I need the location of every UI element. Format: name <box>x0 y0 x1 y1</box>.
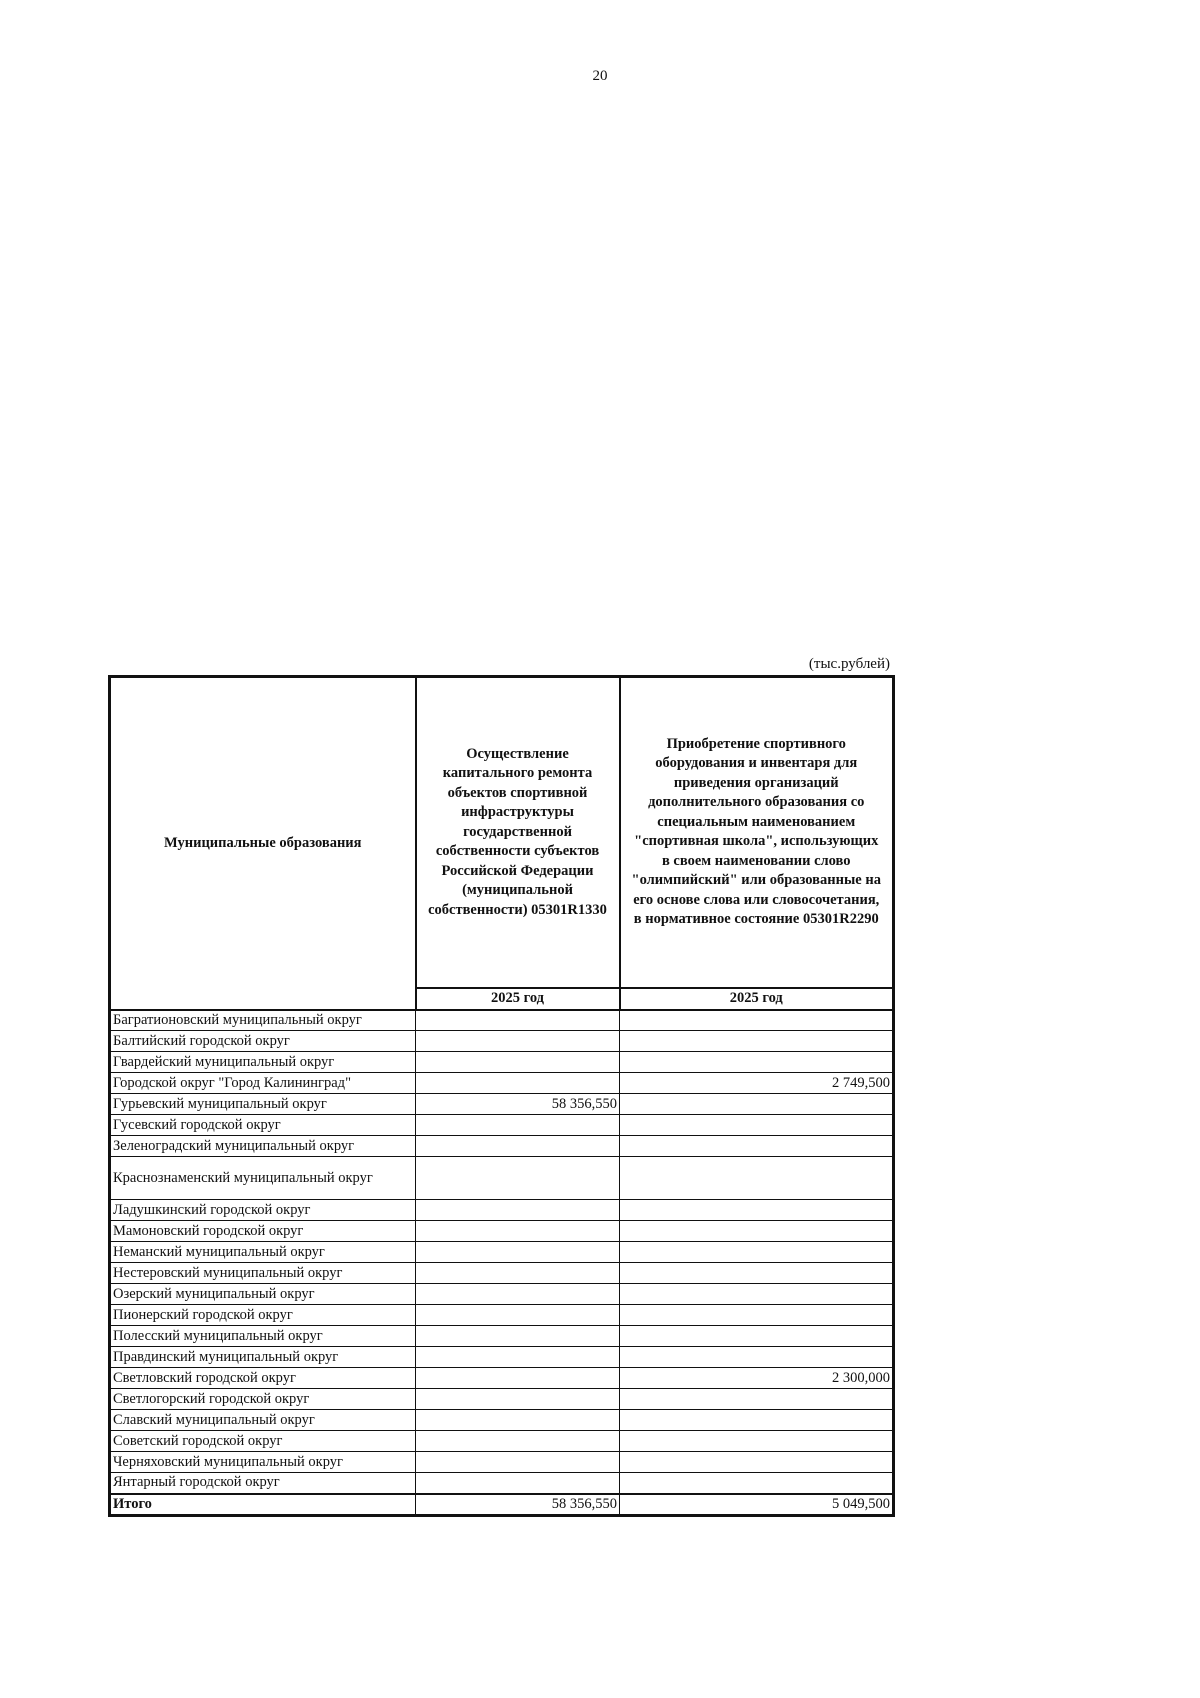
header-year-sport-equipment: 2025 год <box>620 988 894 1010</box>
header-sport-equipment: Приобретение спортивного оборудования и инвентаря для приведения организаций дополнительного образования со специальным наименованием "спортивная школа", использующих в своем наименовании слово "олимпийский" или образованные на его основе слова или словосочетания, в нормативное состояние 05301R2290 <box>620 677 894 988</box>
row-value-sport-equipment <box>620 1410 894 1431</box>
table-row <box>110 1305 894 1326</box>
row-value-capital-repair <box>416 1326 620 1347</box>
table-row <box>110 1326 894 1347</box>
row-value-capital-repair <box>416 1473 620 1494</box>
row-value-sport-equipment <box>620 1115 894 1136</box>
row-value-sport-equipment <box>620 1200 894 1221</box>
table-row <box>110 1094 894 1115</box>
row-value-sport-equipment <box>620 1136 894 1157</box>
table-row <box>110 1347 894 1368</box>
row-name: Гвардейский муниципальный округ <box>110 1052 416 1073</box>
row-name: Полесский муниципальный округ <box>110 1326 416 1347</box>
row-value-sport-equipment <box>620 1431 894 1452</box>
row-value-sport-equipment <box>620 1284 894 1305</box>
row-value-capital-repair <box>416 1115 620 1136</box>
total-value-capital-repair: 58 356,550 <box>416 1494 620 1516</box>
row-value-capital-repair <box>416 1284 620 1305</box>
row-value-capital-repair <box>416 1052 620 1073</box>
row-name: Краснознаменский муниципальный округ <box>110 1157 416 1200</box>
row-value-sport-equipment <box>620 1473 894 1494</box>
row-value-sport-equipment <box>620 1094 894 1115</box>
row-value-sport-equipment <box>620 1347 894 1368</box>
row-value-sport-equipment <box>620 1452 894 1473</box>
subsidy-table <box>108 675 895 1517</box>
header-municipalities: Муниципальные образования <box>110 677 416 1010</box>
table-row <box>110 1136 894 1157</box>
table-row <box>110 1031 894 1052</box>
header-year-capital-repair: 2025 год <box>416 988 620 1010</box>
row-name: Янтарный городской округ <box>110 1473 416 1494</box>
table-row <box>110 1200 894 1221</box>
table-row <box>110 1368 894 1389</box>
units-label: (тыс.рублей) <box>808 656 890 672</box>
row-value-capital-repair <box>416 1200 620 1221</box>
row-value-sport-equipment <box>620 1157 894 1200</box>
row-name: Советский городской округ <box>110 1431 416 1452</box>
table-row <box>110 1389 894 1410</box>
table-row <box>110 1473 894 1494</box>
table-row <box>110 1157 894 1200</box>
row-value-sport-equipment <box>620 1031 894 1052</box>
row-name: Светлогорский городской округ <box>110 1389 416 1410</box>
table-row <box>110 1452 894 1473</box>
row-value-sport-equipment <box>620 1010 894 1031</box>
row-name: Светловский городской округ <box>110 1368 416 1389</box>
table-row <box>110 1115 894 1136</box>
row-name: Озерский муниципальный округ <box>110 1284 416 1305</box>
row-name: Мамоновский городской округ <box>110 1221 416 1242</box>
row-name: Правдинский муниципальный округ <box>110 1347 416 1368</box>
row-value-sport-equipment <box>620 1221 894 1242</box>
table-row <box>110 1431 894 1452</box>
table-row <box>110 1242 894 1263</box>
row-value-capital-repair <box>416 1010 620 1031</box>
row-value-capital-repair <box>416 1368 620 1389</box>
row-value-sport-equipment: 2 749,500 <box>620 1073 894 1094</box>
row-name: Пионерский городской округ <box>110 1305 416 1326</box>
table-row <box>110 1010 894 1031</box>
row-value-sport-equipment <box>620 1052 894 1073</box>
row-value-capital-repair <box>416 1347 620 1368</box>
row-value-sport-equipment <box>620 1305 894 1326</box>
row-value-capital-repair <box>416 1452 620 1473</box>
row-value-capital-repair <box>416 1073 620 1094</box>
row-value-capital-repair <box>416 1431 620 1452</box>
row-value-sport-equipment: 2 300,000 <box>620 1368 894 1389</box>
row-value-capital-repair <box>416 1305 620 1326</box>
row-name: Городской округ "Город Калининград" <box>110 1073 416 1094</box>
header-capital-repair: Осуществление капитального ремонта объектов спортивной инфраструктуры государственной собственности субъектов Российской Федерации (муниципальной собственности) 05301R1330 <box>416 677 620 988</box>
row-name: Балтийский городской округ <box>110 1031 416 1052</box>
table-row <box>110 1052 894 1073</box>
row-value-capital-repair <box>416 1157 620 1200</box>
row-value-sport-equipment <box>620 1242 894 1263</box>
row-value-capital-repair <box>416 1410 620 1431</box>
row-value-capital-repair <box>416 1031 620 1052</box>
row-value-sport-equipment <box>620 1326 894 1347</box>
table-row <box>110 1263 894 1284</box>
page-number: 20 <box>592 68 608 84</box>
total-label: Итого <box>110 1494 416 1516</box>
row-name: Зеленоградский муниципальный округ <box>110 1136 416 1157</box>
row-value-capital-repair <box>416 1389 620 1410</box>
row-name: Нестеровский муниципальный округ <box>110 1263 416 1284</box>
total-value-sport-equipment: 5 049,500 <box>620 1494 894 1516</box>
row-value-capital-repair: 58 356,550 <box>416 1094 620 1115</box>
row-value-capital-repair <box>416 1263 620 1284</box>
table-row <box>110 1221 894 1242</box>
table-row <box>110 1410 894 1431</box>
table-row <box>110 1284 894 1305</box>
row-value-capital-repair <box>416 1136 620 1157</box>
row-name: Черняховский муниципальный округ <box>110 1452 416 1473</box>
row-name: Неманский муниципальный округ <box>110 1242 416 1263</box>
row-name: Гурьевский муниципальный округ <box>110 1094 416 1115</box>
row-name: Гусевский городской округ <box>110 1115 416 1136</box>
row-value-capital-repair <box>416 1221 620 1242</box>
row-name: Багратионовский муниципальный округ <box>110 1010 416 1031</box>
row-value-sport-equipment <box>620 1263 894 1284</box>
total-row <box>110 1494 894 1516</box>
table-row <box>110 1073 894 1094</box>
row-value-capital-repair <box>416 1242 620 1263</box>
row-name: Ладушкинский городской округ <box>110 1200 416 1221</box>
row-value-sport-equipment <box>620 1389 894 1410</box>
row-name: Славский муниципальный округ <box>110 1410 416 1431</box>
